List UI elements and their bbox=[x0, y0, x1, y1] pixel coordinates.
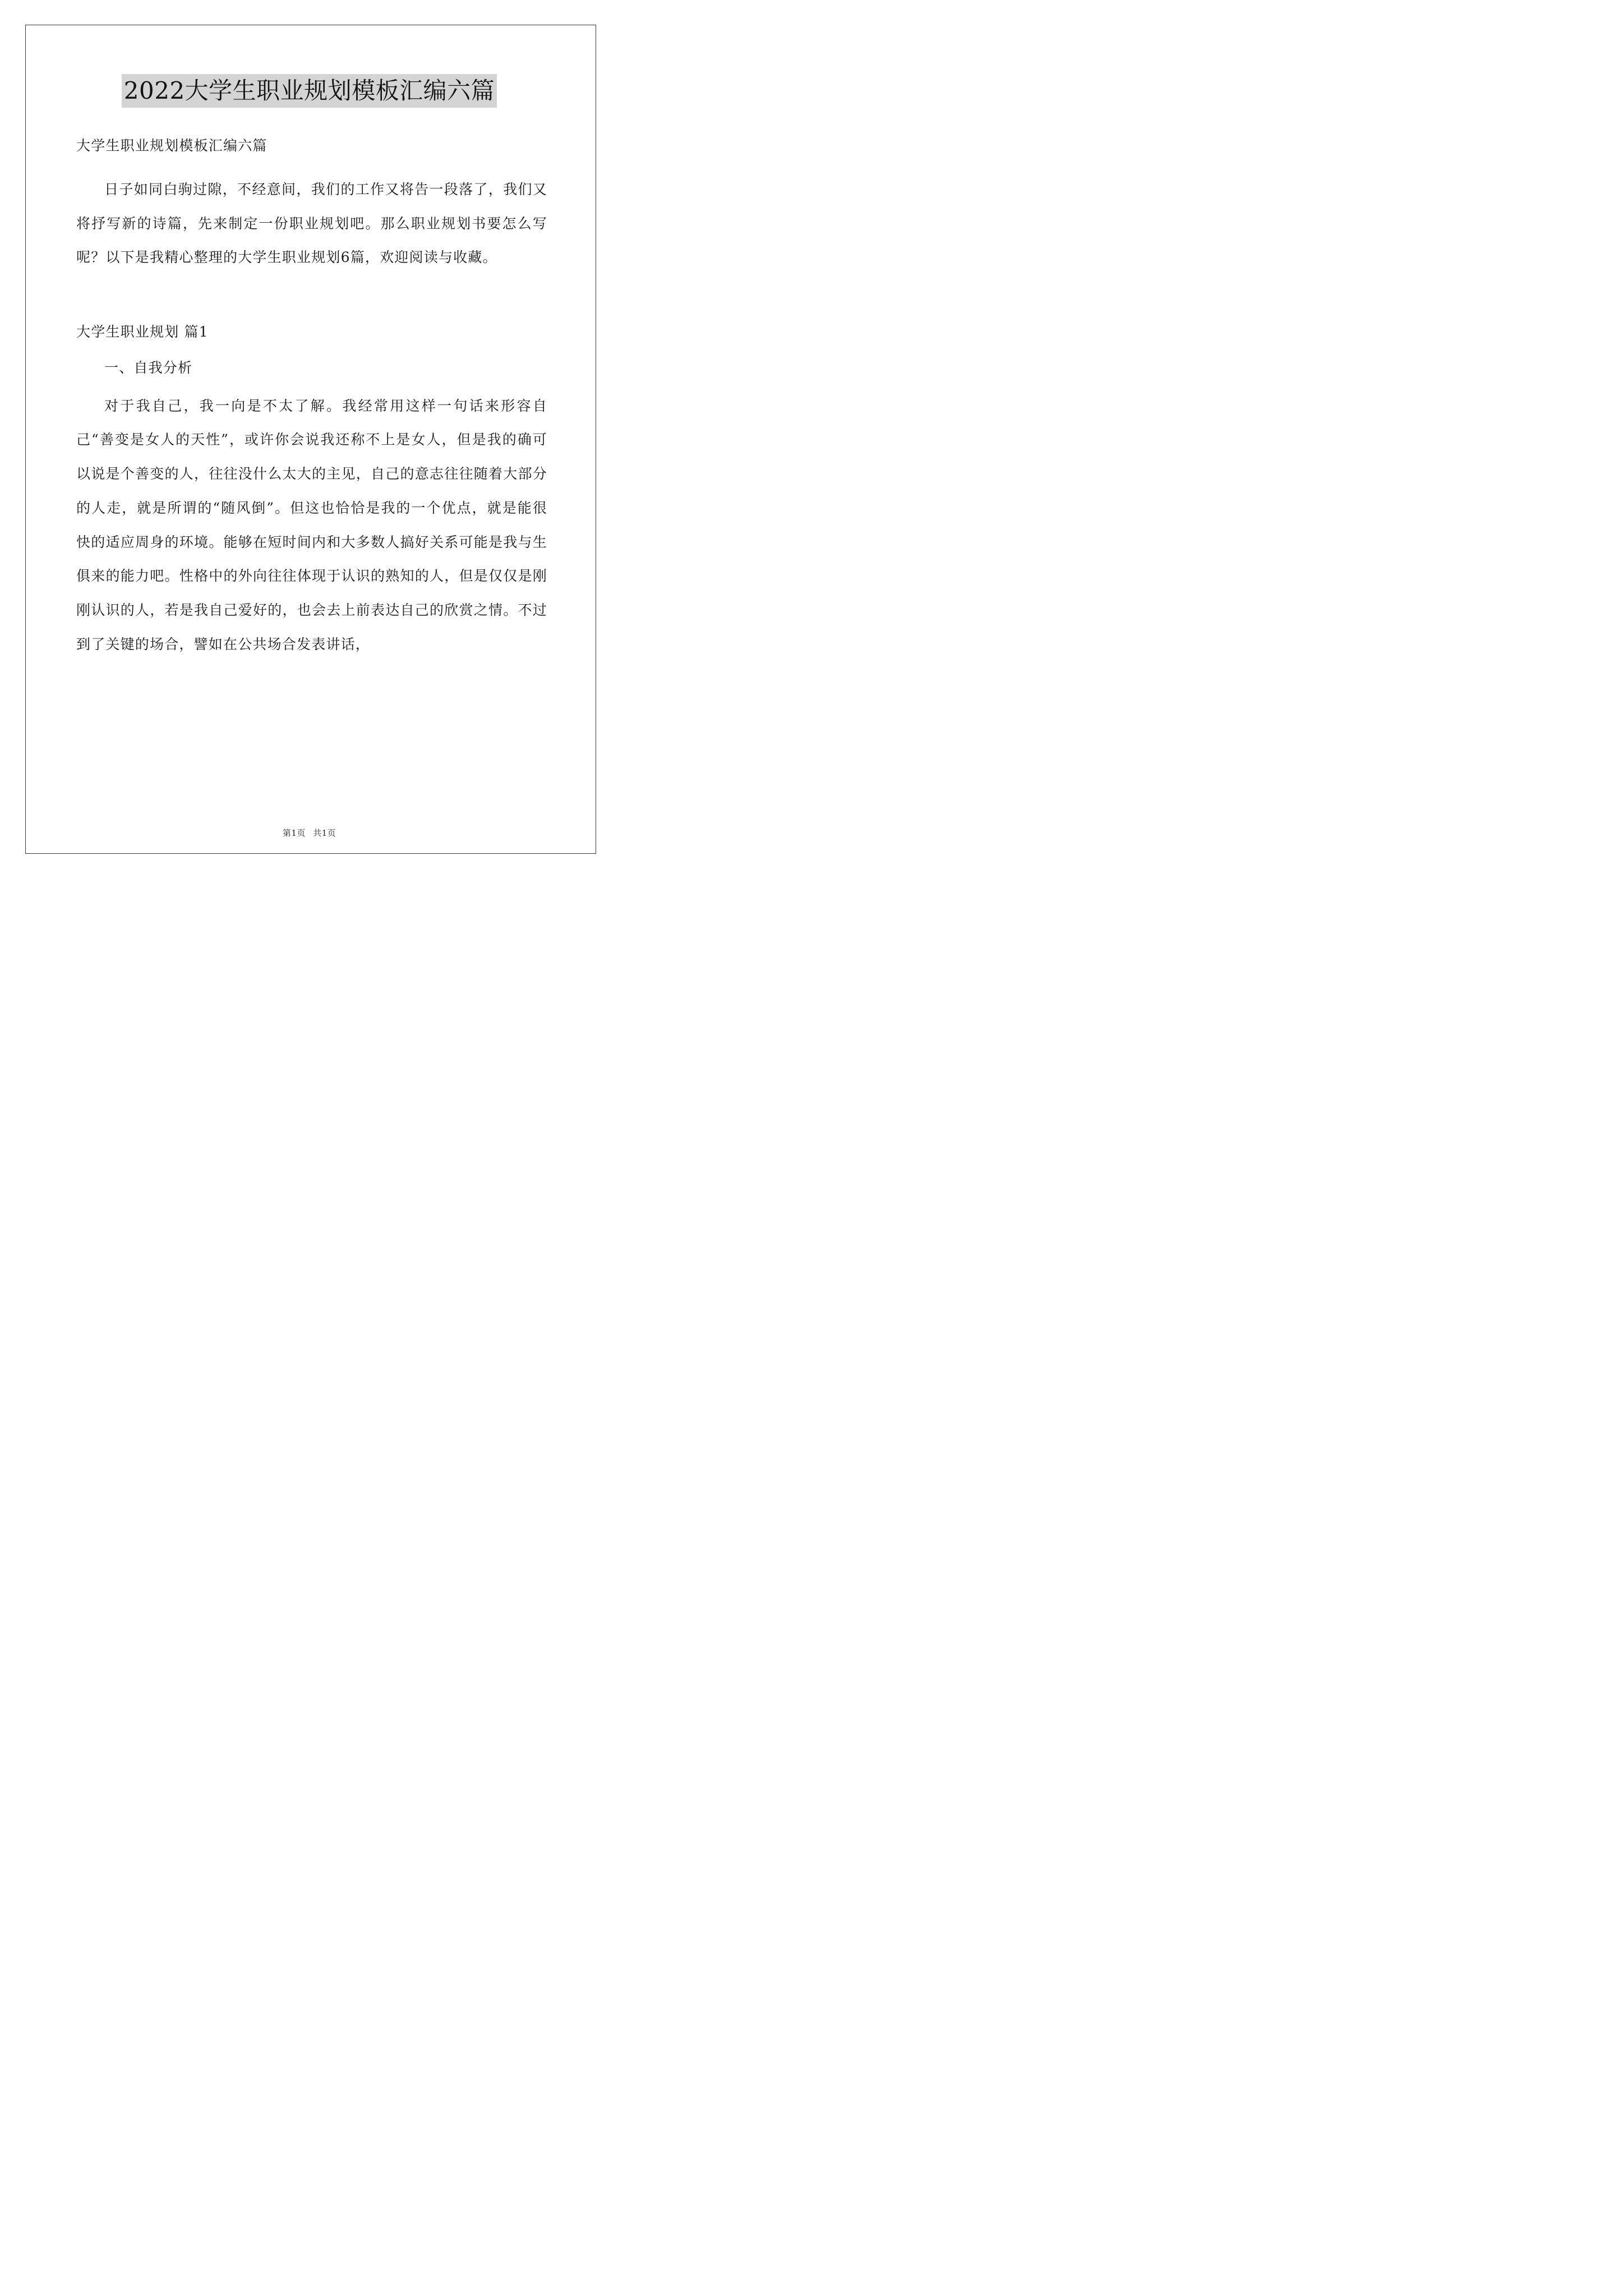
intro-paragraph: 日子如同白驹过隙，不经意间，我们的工作又将告一段落了，我们又将抒写新的诗篇，先来制定一份职业规划吧。那么职业规划书要怎么写呢？以下是我精心整理的大学生职业规划6篇，欢迎阅读与收藏。 bbox=[76, 181, 547, 265]
page-footer bbox=[0, 827, 619, 839]
page-number-current: 第1页 bbox=[282, 828, 306, 838]
section-heading: 大学生职业规划 篇1 bbox=[76, 323, 209, 340]
page-number-total: 共1页 bbox=[313, 828, 336, 838]
document-body bbox=[76, 132, 547, 662]
body-paragraph: 对于我自己，我一向是不太了解。我经常用这样一句话来形容自己“善变是女人的天性”，或许你会说我还称不上是女人，但是我的确可以说是个善变的人，往往没什么太大的主见，自己的意志往往随着大部分的人走，就是所谓的“随风倒”。但这也恰恰是我的一个优点，就是能很快的适应周身的环境。能够在短时间内和大多数人搞好关系可能是我与生俱来的能力吧。性格中的外向往往体现于认识的熟知的人，但是仅仅是刚刚认识的人，若是我自己爱好的，也会去上前表达自己的欣赏之情。不过到了关键的场合，譬如在公共场合发表讲话， bbox=[76, 397, 547, 653]
document-subtitle: 大学生职业规划模板汇编六篇 bbox=[76, 137, 268, 154]
document-title: 2022大学生职业规划模板汇编六篇 bbox=[122, 74, 497, 108]
title-container bbox=[0, 74, 619, 108]
subsection-heading: 一、自我分析 bbox=[104, 359, 193, 376]
